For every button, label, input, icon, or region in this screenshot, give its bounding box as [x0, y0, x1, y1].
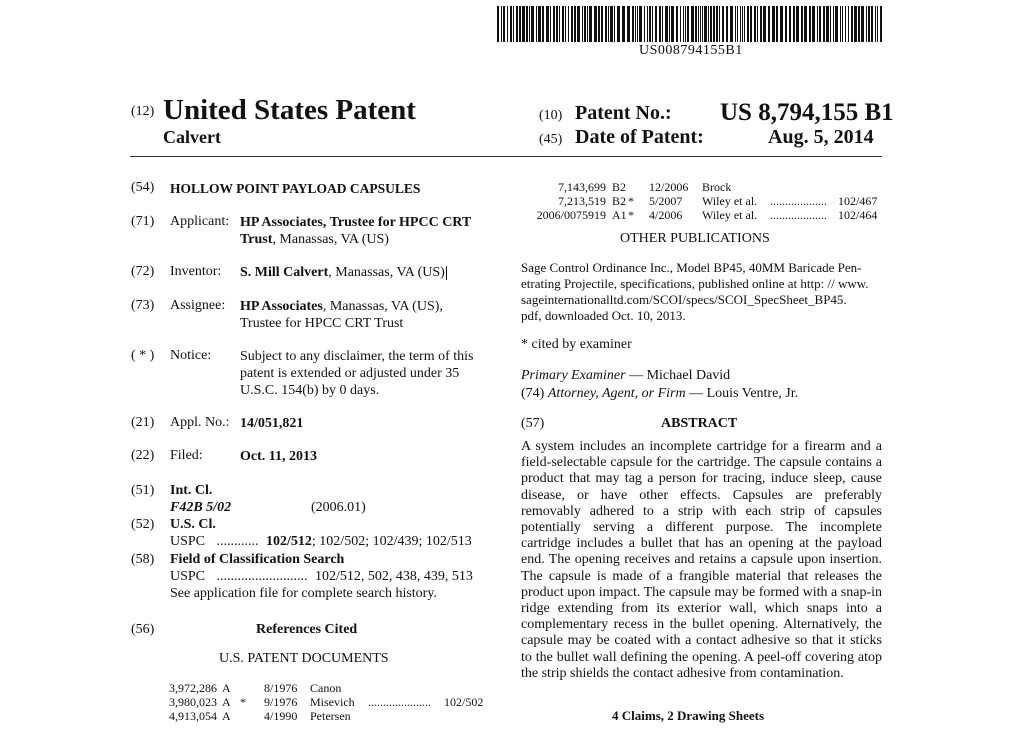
- inventor-value: [240, 264, 447, 281]
- attorney-label: Attorney, Agent, or Firm: [547, 386, 686, 401]
- barcode-bar: [546, 6, 549, 42]
- assignee-trust: Trustee for HPCC CRT Trust: [240, 316, 404, 331]
- barcode-bar: [793, 6, 795, 42]
- patent-no-label: Patent No.:: [575, 102, 672, 124]
- intcl-code: (51): [131, 483, 155, 498]
- barcode-bar: [516, 6, 518, 42]
- reference-kind: A: [222, 709, 231, 723]
- barcode-bar: [819, 6, 821, 42]
- barcode-bar: [789, 6, 791, 42]
- applicant-name-line1: HP Associates, Trustee for HPCC CRT: [240, 215, 472, 230]
- reference-name: Wiley et al.: [702, 194, 758, 208]
- assignee-label: Assignee:: [170, 298, 226, 313]
- barcode-bar: [501, 6, 502, 42]
- barcode-bar: [522, 6, 525, 42]
- barcode-bar: [817, 6, 818, 42]
- examiner-line: [521, 368, 730, 384]
- intcl-year: (2006.01): [311, 500, 366, 515]
- uscl-secondary: ; 102/502; 102/439; 102/513: [311, 534, 472, 549]
- barcode-bar: [526, 6, 528, 42]
- date-code: (45): [539, 132, 563, 147]
- barcode-bar: [519, 6, 521, 42]
- barcode-bar: [577, 6, 580, 42]
- barcode-bar: [868, 6, 870, 42]
- reference-dots: .....................: [368, 695, 431, 709]
- notice-line-2: patent is extended or adjusted under 35: [240, 366, 460, 381]
- barcode-number: US008794155B1: [639, 43, 743, 58]
- barcode-bar: [700, 6, 701, 42]
- reference-cls: 102/467: [838, 194, 878, 208]
- examiner-label: Primary Examiner: [521, 368, 626, 383]
- inventor-label: Inventor:: [170, 264, 222, 279]
- barcode-bar: [542, 6, 544, 42]
- filed-code: (22): [131, 448, 155, 463]
- barcode-bar: [704, 6, 707, 42]
- barcode-bar: [804, 6, 807, 42]
- barcode-bar: [809, 6, 811, 42]
- barcode-bar: [702, 6, 703, 42]
- barcode-bar: [754, 6, 756, 42]
- reference-date: 9/1976: [264, 695, 298, 709]
- barcode-bar: [735, 6, 736, 42]
- barcode-bar: [513, 6, 514, 42]
- barcode-bar: [780, 6, 783, 42]
- notice-code: ( * ): [131, 348, 155, 363]
- notice-line-3: U.S.C. 154(b) by 0 days.: [240, 383, 380, 398]
- reference-kind: B2: [612, 194, 627, 208]
- barcode-bar: [842, 6, 843, 42]
- barcode-bar: [719, 6, 720, 42]
- reference-star: *: [628, 208, 634, 222]
- reference-name: Wiley et al.: [702, 208, 758, 222]
- appl-number: 14/051,821: [240, 416, 304, 431]
- barcode-bar: [854, 6, 857, 42]
- inventor-name: S. Mill Calvert: [240, 265, 329, 280]
- barcode-bar: [763, 6, 766, 42]
- applicant-code: (71): [131, 214, 155, 229]
- barcode-bar: [875, 6, 876, 42]
- barcode-bar: [587, 6, 588, 42]
- barcode-bar: [562, 6, 564, 42]
- barcode-bar: [610, 6, 613, 42]
- barcode-bar: [880, 6, 882, 42]
- abstract-title: ABSTRACT: [661, 416, 738, 431]
- other-pub-line-2: etrating Projectile, specifications, published online at http: // www.: [521, 276, 869, 291]
- patent-number: US 8,794,155 B1: [720, 99, 894, 126]
- barcode-bar: [538, 6, 541, 42]
- barcode-bar: [639, 6, 642, 42]
- barcode-bar: [698, 6, 699, 42]
- uscl-dots: ............: [216, 534, 259, 549]
- notice-line-1: Subject to any disclaimer, the term of this: [240, 349, 474, 364]
- applicant-label: Applicant:: [170, 214, 230, 229]
- barcode-bar: [568, 6, 569, 42]
- barcode-bar: [740, 6, 741, 42]
- barcode-bar: [605, 6, 607, 42]
- reference-date: 4/2006: [649, 208, 683, 222]
- page-title: United States Patent: [163, 94, 416, 126]
- barcode-bar: [871, 6, 873, 42]
- date-label: Date of Patent:: [575, 126, 704, 148]
- barcode-bar: [594, 6, 597, 42]
- barcode-bar: [659, 6, 661, 42]
- search-line: [170, 569, 473, 585]
- notice-label: Notice:: [170, 348, 212, 363]
- refs-code: (56): [131, 622, 155, 637]
- assignee-location: , Manassas, VA (US),: [322, 299, 443, 314]
- patent-no-code: (10): [539, 108, 563, 123]
- barcode-bar: [823, 6, 825, 42]
- reference-cls: 102/502: [444, 695, 484, 709]
- barcode-bar: [691, 6, 694, 42]
- barcode-bar: [840, 6, 841, 42]
- invention-title: HOLLOW POINT PAYLOAD CAPSULES: [170, 181, 421, 196]
- barcode-bar: [722, 6, 724, 42]
- barcode-bar: [812, 6, 815, 42]
- uscl-label: U.S. Cl.: [170, 517, 216, 532]
- barcode-bar: [531, 6, 534, 42]
- barcode-bar: [687, 6, 689, 42]
- barcode-bar: [708, 6, 709, 42]
- search-note: See application file for complete search history.: [170, 586, 437, 601]
- assignee-value: [240, 298, 443, 332]
- applicant-value: [240, 214, 500, 248]
- other-pub-line-3: sageinternationalltd.com/SCOI/specs/SCOI_SpecSheet_BP45.: [521, 292, 847, 307]
- barcode-bar: [776, 6, 778, 42]
- barcode-bar: [584, 6, 586, 42]
- other-pub-line-1: Sage Control Ordinance Inc., Model BP45, 40MM Baricade Pen-: [521, 260, 862, 275]
- barcode-bar: [830, 6, 831, 42]
- barcode-bar: [833, 6, 834, 42]
- reference-name: Petersen: [310, 709, 351, 723]
- barcode-bar: [553, 6, 555, 42]
- barcode-bar: [768, 6, 770, 42]
- barcode-bar: [848, 6, 849, 42]
- reference-num: 7,143,699: [558, 180, 606, 194]
- barcode-bar: [598, 6, 600, 42]
- barcode-bar: [614, 6, 615, 42]
- text-cursor: [446, 266, 447, 280]
- reference-kind: A1: [612, 208, 627, 222]
- barcode-bar: [497, 6, 499, 42]
- barcode-bar: [713, 6, 715, 42]
- barcode-bar: [737, 6, 738, 42]
- barcode-bar: [529, 6, 530, 42]
- reference-num: 2006/0075919: [536, 208, 606, 222]
- barcode-bar: [716, 6, 718, 42]
- uscl-primary: 102/512: [266, 534, 312, 549]
- barcode-bar: [644, 6, 645, 42]
- reference-name: Misevich: [310, 695, 355, 709]
- refs-title: References Cited: [256, 622, 358, 637]
- uscl-line: [170, 534, 472, 550]
- barcode-bar: [565, 6, 566, 42]
- reference-star: *: [240, 695, 246, 709]
- barcode-bar: [683, 6, 684, 42]
- barcode-bar: [574, 6, 576, 42]
- reference-date: 12/2006: [649, 180, 689, 194]
- uscl-code: (52): [131, 517, 155, 532]
- barcode-bar: [665, 6, 668, 42]
- barcode-bar: [866, 6, 867, 42]
- barcode-bar: [589, 6, 592, 42]
- barcode-bar: [750, 6, 752, 42]
- reference-kind: A: [222, 681, 231, 695]
- barcode-bar: [877, 6, 878, 42]
- barcode-bar: [536, 6, 537, 42]
- barcode-bar: [503, 6, 505, 42]
- barcode-bar: [669, 6, 670, 42]
- barcode-bar: [835, 6, 838, 42]
- reference-dots: ...................: [770, 194, 827, 208]
- reference-num: 3,972,286: [169, 681, 217, 695]
- barcode-bar: [637, 6, 638, 42]
- search-code: (58): [131, 552, 155, 567]
- barcode-bar: [647, 6, 648, 42]
- inventor-code: (72): [131, 264, 155, 279]
- refs-subtitle: U.S. PATENT DOCUMENTS: [219, 651, 389, 666]
- reference-num: 3,980,023: [169, 695, 217, 709]
- other-publication: [521, 260, 882, 324]
- barcode-bar: [550, 6, 551, 42]
- barcode-bar: [747, 6, 749, 42]
- barcode-bar: [649, 6, 651, 42]
- barcode-bar: [556, 6, 558, 42]
- reference-date: 5/2007: [649, 194, 683, 208]
- assignee-code: (73): [131, 298, 155, 313]
- uscl-prefix: USPC: [170, 534, 206, 549]
- barcode-bar: [652, 6, 653, 42]
- reference-date: 8/1976: [264, 681, 298, 695]
- notice-text: [240, 348, 492, 399]
- search-dots: ..........................: [216, 569, 308, 584]
- kind-code: (12): [131, 104, 155, 119]
- appl-label: Appl. No.:: [170, 415, 230, 430]
- other-pub-line-4: pdf, downloaded Oct. 10, 2013.: [521, 308, 686, 323]
- barcode-bar: [744, 6, 745, 42]
- applicant-location: , Manassas, VA (US): [272, 232, 389, 247]
- barcode-bar: [801, 6, 803, 42]
- reference-kind: B2: [612, 180, 627, 194]
- reference-date: 4/1990: [264, 709, 298, 723]
- title-code: (54): [131, 180, 155, 195]
- reference-name: Canon: [310, 681, 342, 695]
- filed-label: Filed:: [170, 448, 203, 463]
- attorney-line: [521, 386, 798, 402]
- reference-star: *: [628, 194, 634, 208]
- search-label: Field of Classification Search: [170, 552, 345, 567]
- reference-cls: 102/464: [838, 208, 878, 222]
- barcode-bar: [507, 6, 508, 42]
- barcode-bar: [680, 6, 681, 42]
- barcode-bar: [622, 6, 625, 42]
- reference-num: 4,913,054: [169, 709, 217, 723]
- barcode-bar: [635, 6, 636, 42]
- barcode-bar: [742, 6, 743, 42]
- attorney-name: — Louis Ventre, Jr.: [685, 386, 799, 401]
- attorney-code: (74): [521, 386, 545, 401]
- barcode-bar: [772, 6, 775, 42]
- barcode-bar: [671, 6, 674, 42]
- barcode-bar: [582, 6, 583, 42]
- intcl-class: F42B 5/02: [170, 500, 232, 515]
- barcode-bar: [826, 6, 829, 42]
- barcode-bar: [632, 6, 634, 42]
- inventor-location: , Manassas, VA (US): [328, 265, 445, 280]
- search-prefix: USPC: [170, 569, 206, 584]
- barcode-bar: [845, 6, 846, 42]
- abstract-code: (57): [521, 416, 545, 431]
- header-divider: [130, 156, 882, 157]
- abstract-text: A system includes an incomplete cartridge for a firearm and a field-selectable capsule for the cartridge. The capsule contains a product that may tag a person for tracing, induce sleep, cause disease, or have other effects. Capsules are preferably removably adhered to a strip with each strip of capsules potentially serving a different purpose. The incomplete cartridge includes a bullet that has an opening at the payload end. The opening receives and retains a capsule upon insertion. The capsule is made of a frangible material that releases the product upon impact. The capsule may be formed with a snap-in ridge extending from its exterior wall, which snaps into a complementary recess in the bullet opening. Alternatively, the capsule may be coated with a contact adhesive so that it sticks to the bullet wall defining the opening. A peel-off covering atop the strip shields the contact adhesive from contamination.: [521, 439, 882, 681]
- barcode-bar: [627, 6, 630, 42]
- applicant-name-line2: Trust: [240, 232, 273, 247]
- search-classes: 102/512, 502, 438, 439, 513: [315, 569, 473, 584]
- barcode-bar: [710, 6, 712, 42]
- reference-kind: A: [222, 695, 231, 709]
- barcode-bar: [757, 6, 758, 42]
- reference-name: Brock: [702, 180, 732, 194]
- assignee-name: HP Associates: [240, 299, 323, 314]
- examiner-name: — Michael David: [625, 368, 731, 383]
- barcode-bar: [510, 6, 512, 42]
- barcode-bar: [655, 6, 657, 42]
- barcode-bar: [695, 6, 697, 42]
- barcode-bar: [676, 6, 678, 42]
- barcode-bar: [617, 6, 620, 42]
- cited-note: * cited by examiner: [521, 337, 632, 352]
- barcode-bar: [601, 6, 603, 42]
- barcode-bar: [559, 6, 560, 42]
- reference-dots: ...................: [770, 208, 827, 222]
- patent-date: Aug. 5, 2014: [768, 126, 874, 148]
- barcode: [497, 6, 883, 42]
- barcode-bar: [726, 6, 728, 42]
- claims-sheets: 4 Claims, 2 Drawing Sheets: [612, 708, 765, 723]
- intcl-label: Int. Cl.: [170, 483, 213, 498]
- barcode-bar: [861, 6, 864, 42]
- barcode-bar: [851, 6, 853, 42]
- inventor-short-name: Calvert: [163, 127, 221, 147]
- appl-code: (21): [131, 415, 155, 430]
- barcode-bar: [796, 6, 799, 42]
- other-pubs-title: OTHER PUBLICATIONS: [620, 231, 770, 246]
- barcode-bar: [571, 6, 573, 42]
- barcode-bar: [760, 6, 762, 42]
- barcode-bar: [685, 6, 686, 42]
- barcode-bar: [858, 6, 860, 42]
- barcode-bar: [730, 6, 733, 42]
- filed-date: Oct. 11, 2013: [240, 449, 317, 464]
- barcode-bar: [662, 6, 663, 42]
- reference-num: 7,213,519: [558, 194, 606, 208]
- barcode-bar: [608, 6, 609, 42]
- barcode-bar: [785, 6, 787, 42]
